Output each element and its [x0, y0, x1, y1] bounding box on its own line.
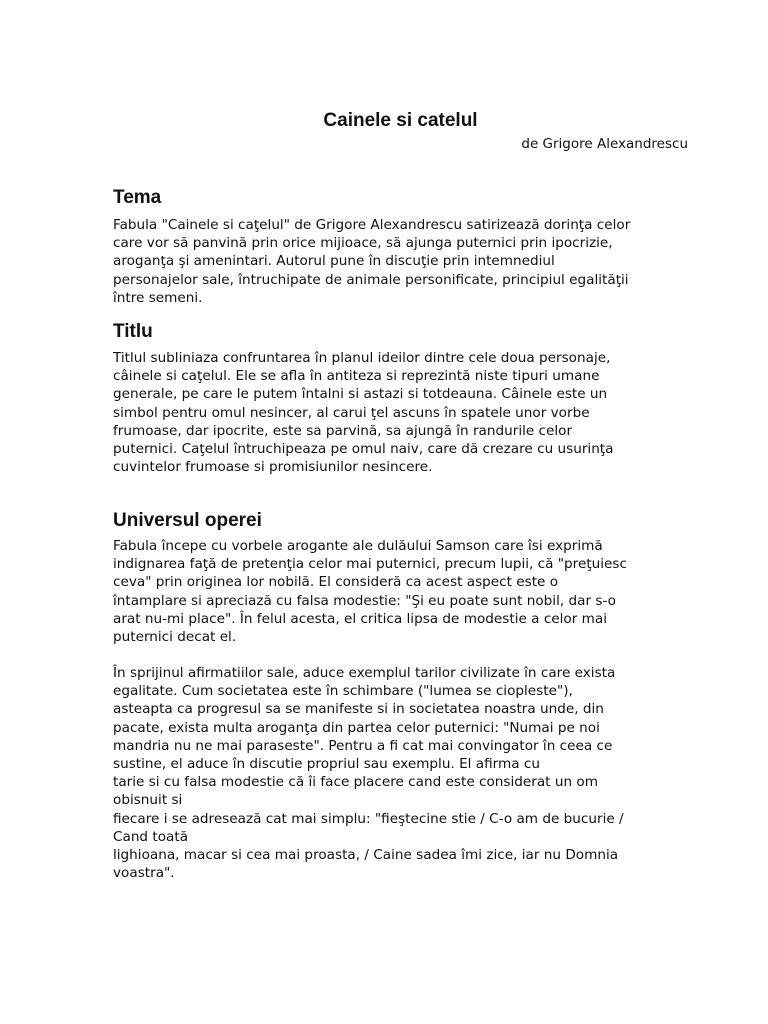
- text-line: pacate, exista multa aroganţa din partea celor puternici: "Numai pe noi: [113, 719, 600, 736]
- text-line: În sprijinul afirmatiilor sale, aduce exemplul tarilor civilizate în care exista: [113, 665, 616, 681]
- text-line: Cand toată: [113, 828, 189, 845]
- text-line: asteapta ca progresul sa se manifeste si in societatea noastra unde, din: [113, 701, 604, 718]
- text-line: Fabula începe cu vorbele arogante ale dulăului Samson care îsi exprimă: [113, 538, 603, 554]
- text-line: aroganţa şi amenintari. Autorul pune în discuţie prin intemnediul: [113, 253, 555, 270]
- text-line: câinele si caţelul. Ele se afla în antiteza si reprezintă niste tipuri umane: [113, 368, 600, 385]
- section-heading-tema: Tema: [113, 187, 162, 208]
- paragraph-universul-1: [113, 537, 693, 646]
- text-line: voastra".: [113, 865, 175, 882]
- text-line: indignarea faţă de pretenţia celor mai puternici, precum lupii, că "preţuiesc: [113, 556, 627, 573]
- paragraph-titlu: [113, 349, 693, 476]
- text-line: frumoase, dar ipocrite, este sa parvină, sa ajungă în randurile celor: [113, 422, 573, 439]
- text-line: fiecare i se adresează cat mai simplu: "fieştecine stie / C-o am de bucurie /: [113, 810, 624, 827]
- section-heading-titlu: Titlu: [113, 321, 153, 342]
- text-line: puternici. Caţelul întruchipeaza pe omul naiv, care dă crezare cu usurinţa: [113, 440, 614, 457]
- text-line: personajelor sale, întruchipate de animale personificate, principiul egalităţii: [113, 271, 629, 288]
- text-line: întamplare si apreciază cu falsa modestie: "Şi eu poate sunt nobil, dar s-o: [113, 592, 616, 609]
- text-line: sustine, el aduce în discutie propriul sau exemplu. El afirma cu: [113, 755, 541, 772]
- text-line: arat nu-mi place". În felul acesta, el critica lipsa de modestie a celor mai: [113, 610, 608, 627]
- paragraph-universul-2: [113, 664, 693, 882]
- text-line: obisnuit si: [113, 792, 183, 809]
- text-line: Fabula "Cainele si caţelul" de Grigore Alexandrescu satirizează dorinţa celor: [113, 217, 631, 233]
- text-line: tarie si cu falsa modestie că îi face placere cand este considerat un om: [113, 774, 598, 791]
- text-line: simbol pentru omul nesincer, al carui ţel ascuns în spatele unor vorbe: [113, 404, 590, 421]
- text-line: cuvintelor frumoase si promisiunilor nesincere.: [113, 459, 433, 476]
- text-line: egalitate. Cum societatea este în schimbare ("lumea se ciopleste"),: [113, 683, 573, 700]
- paragraph-tema: [113, 216, 693, 307]
- text-line: mandria nu ne mai paraseste". Pentru a fi cat mai convingator în ceea ce: [113, 737, 613, 754]
- text-line: ceva" prin originea lor nobilă. El consideră ca acest aspect este o: [113, 574, 559, 591]
- document-author: de Grigore Alexandrescu: [521, 136, 688, 152]
- text-line: Titlul subliniaza confruntarea în planul ideilor dintre cele doua personaje,: [113, 350, 611, 366]
- section-heading-universul-operei: Universul operei: [113, 510, 262, 531]
- text-line: puternici decat el.: [113, 628, 237, 645]
- text-line: între semeni.: [113, 289, 203, 306]
- text-line: care vor să panvină prin orice mijioace, să ajunga puternici prin ipocrizie,: [113, 235, 613, 252]
- document-title: Cainele si catelul: [323, 110, 478, 131]
- text-line: generale, pe care le putem întalni si astazi si totdeauna. Câinele este un: [113, 386, 608, 403]
- text-line: lighioana, macar si cea mai proasta, / Caine sadea îmi zice, iar nu Domnia: [113, 846, 619, 863]
